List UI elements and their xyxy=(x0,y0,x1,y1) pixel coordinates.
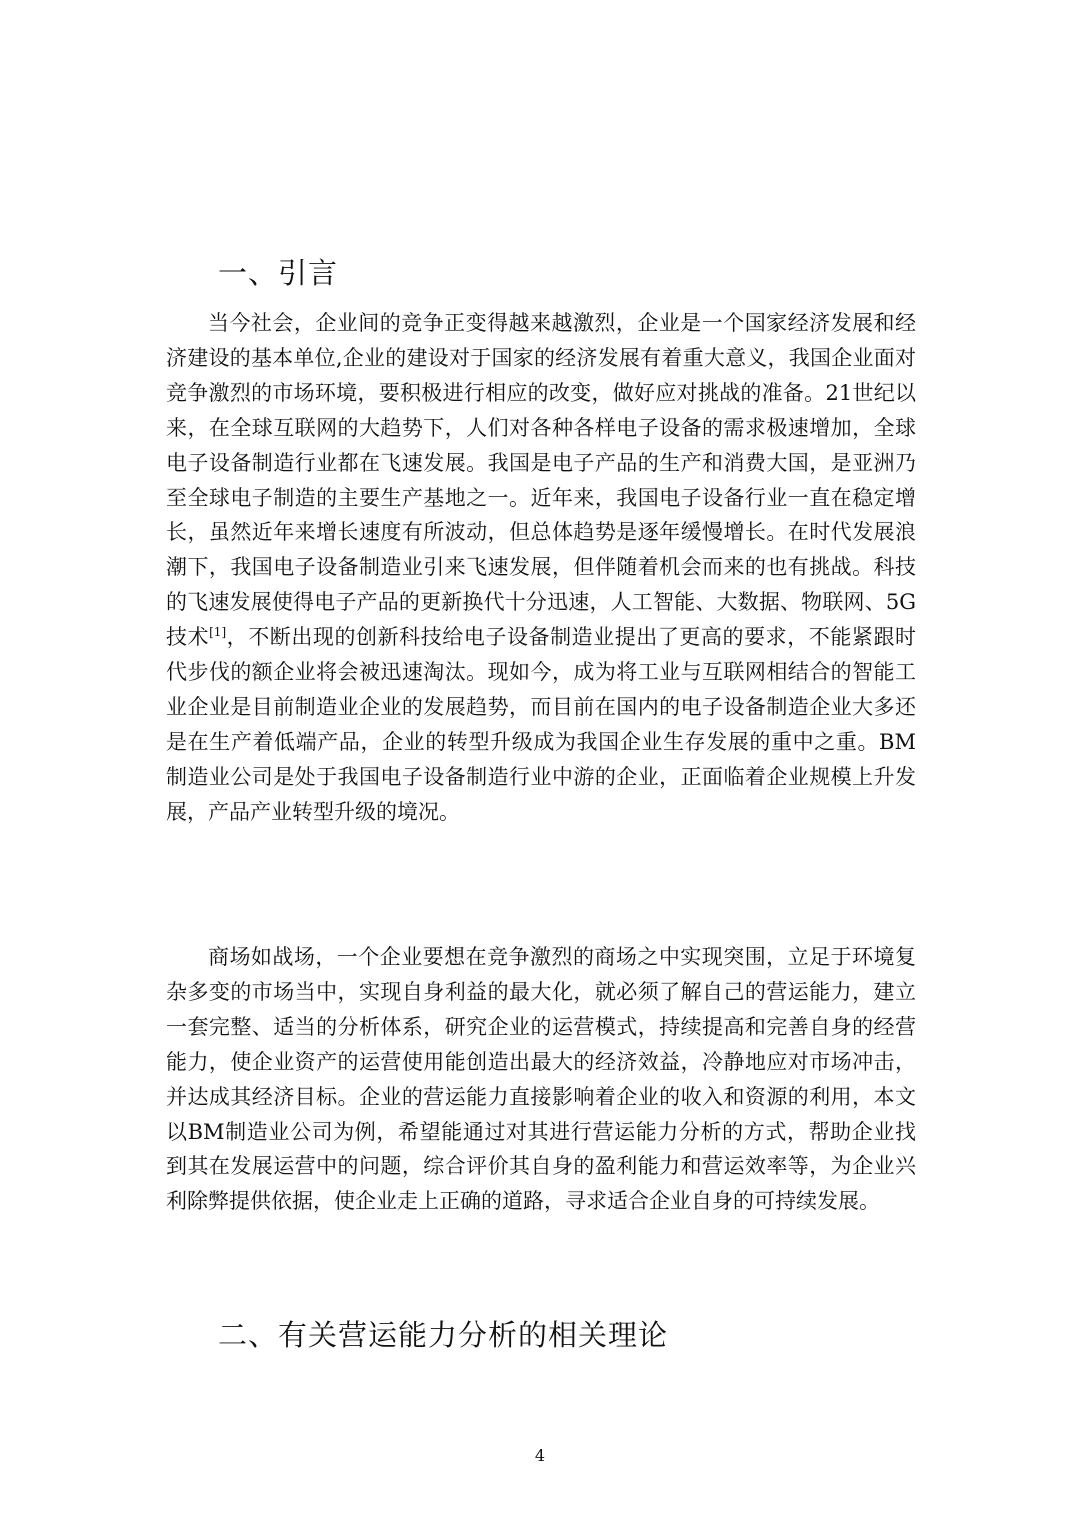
paragraph-1-part-2: ，不断出现的创新科技给电子设备制造业提出了更高的要求，不能紧跟时代步伐的额企业将会被迅速淘汰。现如今，成为将工业与互联网相结合的智能工业企业是目前制造业企业的发展趋势，而目前在国内的电子设备制造企业大多还是在生产着低端产品，企业的转型升级成为我国企业生存发展的重中之重。BM制造业公司是处于我国电子设备制造行业中游的企业，正面临着企业规模上升发展，产品产业转型升级的境况。 xyxy=(166,625,917,824)
page-number: 4 xyxy=(534,1446,546,1465)
citation-marker: [1] xyxy=(209,625,227,640)
paragraph-1 xyxy=(166,306,916,830)
paragraph-2 xyxy=(166,940,916,1219)
paragraph-1-text xyxy=(166,306,916,830)
paragraph-2-text: 商场如战场，一个企业要想在竞争激烈的商场之中实现突围，立足于环境复杂多变的市场当中，实现自身利益的最大化，就必须了解自己的营运能力，建立一套完整、适当的分析体系，研究企业的运营模式，持续提高和完善自身的经营能力，使企业资产的运营使用能创造出最大的经济效益，冷静地应对市场冲击，并达成其经济目标。企业的营运能力直接影响着企业的收入和资源的利用，本文以BM制造业公司为例，希望能通过对其进行营运能力分析的方式，帮助企业找到其在发展运营中的问题，综合评价其自身的盈利能力和营运效率等，为企业兴利除弊提供依据，使企业走上正确的道路，寻求适合企业自身的可持续发展。 xyxy=(166,945,916,1214)
paragraph-1-part-1: 当今社会，企业间的竞争正变得越来越激烈，企业是一个国家经济发展和经济建设的基本单位,企业的建设对于国家的经济发展有着重大意义，我国企业面对竞争激烈的市场环境，要积极进行相应的改变，做好应对挑战的准备。21世纪以来，在全球互联网的大趋势下，人们对各种各样电子设备的需求极速增加，全球电子设备制造行业都在飞速发展。我国是电子产品的生产和消费大国，是亚洲乃至全球电子制造的主要生产基地之一。近年来，我国电子设备行业一直在稳定增长，虽然近年来增长速度有所波动，但总体趋势是逐年缓慢增长。在时代发展浪潮下，我国电子设备制造业引来飞速发展，但伴随着机会而来的也有挑战。科技的飞速发展使得电子产品的更新换代十分迅速，人工智能、大数据、物联网、5G技术 xyxy=(166,311,916,650)
section-heading-theory: 二、有关营运能力分析的相关理论 xyxy=(218,1318,669,1352)
section-heading-introduction: 一、引言 xyxy=(218,256,339,290)
